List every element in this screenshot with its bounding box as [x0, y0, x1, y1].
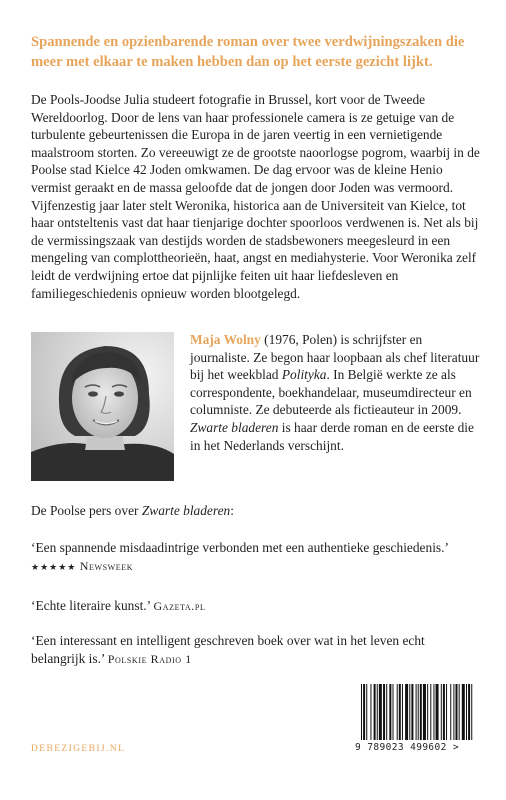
- barcode-bar: [416, 684, 417, 740]
- barcode-bar: [361, 684, 362, 740]
- barcode-bar: [405, 684, 408, 740]
- press-intro-colon: :: [230, 503, 234, 518]
- synopsis: [31, 91, 481, 302]
- barcode-bar: [409, 684, 410, 740]
- quote-text: ‘Een interessant en intelligent geschreven boek over wat in het leven echt belangrijk is.’: [31, 633, 425, 666]
- barcode-bar: [393, 684, 394, 740]
- barcode-bar: [411, 684, 413, 740]
- barcode-bar: [427, 684, 428, 740]
- quote-source: Newsweek: [79, 558, 134, 573]
- author-bio: [190, 331, 482, 454]
- bio-magazine: Polityka: [281, 367, 327, 383]
- quote-text: ‘Een spannende misdaadintrige verbonden met een authentieke geschiedenis.’: [31, 540, 449, 555]
- press-quote-2: [31, 597, 481, 616]
- tagline: Spannende en opzienbarende roman over twee verdwijningszaken die meer met elkaar te maken hebben dan op het eerste gezicht lijkt.: [31, 34, 465, 70]
- barcode-bar: [402, 684, 403, 740]
- barcode-bar: [450, 684, 451, 740]
- barcode-bar: [441, 684, 442, 740]
- quote-source: Gazeta.pl: [153, 599, 206, 613]
- barcode-number: 9 789023 499602: [355, 742, 447, 753]
- barcode-bar: [468, 684, 470, 740]
- barcode-bar: [423, 684, 426, 740]
- barcode-bar: [418, 684, 419, 740]
- barcode-bar: [383, 684, 385, 740]
- bio-text-1: (1976, Polen) is schrijfster en journaliste. Ze begon haar loopbaan als chef literatuur bij het weekblad: [190, 332, 480, 383]
- synopsis-paragraph-1: De Pools-Joodse Julia studeert fotografie in Brussel, kort voor de Tweede Wereldoorlog. Door de lens van haar professionele camera is ze getuige van de turbulente gebeurtenissen die Europa in de jaren veertig in een vernietigende maalstroom storten. Zo vereeuwigt ze de grootste naoorlogse pogrom, waarbij in de Poolse stad Kielce 42 Joden omkwamen. De dag ervoor was de kleine Henio vermist geraakt en de massa geloofde dat de jongen door Joden was vermoord.: [31, 92, 480, 195]
- barcode-bar: [453, 684, 454, 740]
- barcode-bar: [370, 684, 371, 740]
- barcode-bar: [446, 684, 447, 740]
- barcode-bar: [471, 684, 472, 740]
- barcode-bars: [355, 682, 483, 744]
- bio-book-title: Zwarte bladeren: [190, 419, 279, 435]
- publisher-website: DEBEZIGEBIJ.NL: [31, 744, 126, 754]
- quote-source: Polskie Radio 1: [107, 651, 192, 666]
- press-intro-text: De Poolse pers over: [31, 503, 142, 518]
- barcode-bar: [379, 684, 382, 740]
- press-intro: [31, 502, 481, 520]
- barcode-bar: [430, 684, 431, 740]
- barcode-bar: [374, 684, 376, 740]
- barcode-bar: [462, 684, 465, 740]
- barcode-bar: [377, 684, 378, 740]
- barcode-bar: [466, 684, 467, 740]
- press-quote-1: [31, 539, 481, 576]
- barcode-bar: [389, 684, 391, 740]
- bio-text-3: is haar derde roman en de eerste die in het Nederlands verschijnt.: [190, 419, 474, 453]
- author-portrait: [31, 332, 174, 481]
- author-photo-illustration: [31, 332, 174, 481]
- barcode-bar: [436, 684, 439, 740]
- barcode-digits: [355, 742, 483, 753]
- synopsis-paragraph-2: Vijfenzestig jaar later stelt Weronika, historica aan de Universiteit van Kielce, tot haar ontsteltenis vast dat haar tienjarige dochter spoorloos verdwenen is. Net als bij de vermissingszaak van destijds worden de stadsbewoners meegesleurd in een mengeling van complottheorieën, haat, angst en mediahysterie. Voor Weronika zelf leidt de verdwijning ertoe dat pijnlijke feiten uit haar liefdesleven en familiegeschiedenis opnieuw worden blootgelegd.: [31, 197, 479, 301]
- barcode-bar: [366, 684, 367, 740]
- barcode-bar: [420, 684, 422, 740]
- barcode-bar: [443, 684, 445, 740]
- barcode-bar: [456, 684, 458, 740]
- barcode-bar: [399, 684, 401, 740]
- barcode-bar: [397, 684, 398, 740]
- isbn-barcode: [355, 682, 483, 762]
- author-name: Maja Wolny: [190, 332, 261, 347]
- rating-stars: ★★★★★: [31, 561, 77, 572]
- barcode-bar: [363, 684, 365, 740]
- bio-text-2: . In België werkte ze als correspondente, boekhandelaar, museumdirecteur en columniste. Ze debuteerde als fictieauteur in 2009.: [190, 367, 472, 418]
- barcode-bar: [386, 684, 387, 740]
- press-quote-3: [31, 632, 481, 668]
- barcode-bar: [459, 684, 460, 740]
- barcode-bar: [433, 684, 434, 740]
- press-book-title: Zwarte bladeren: [141, 503, 231, 518]
- barcode-arrow: >: [452, 742, 460, 753]
- quote-text: ‘Echte literaire kunst.’: [31, 598, 151, 613]
